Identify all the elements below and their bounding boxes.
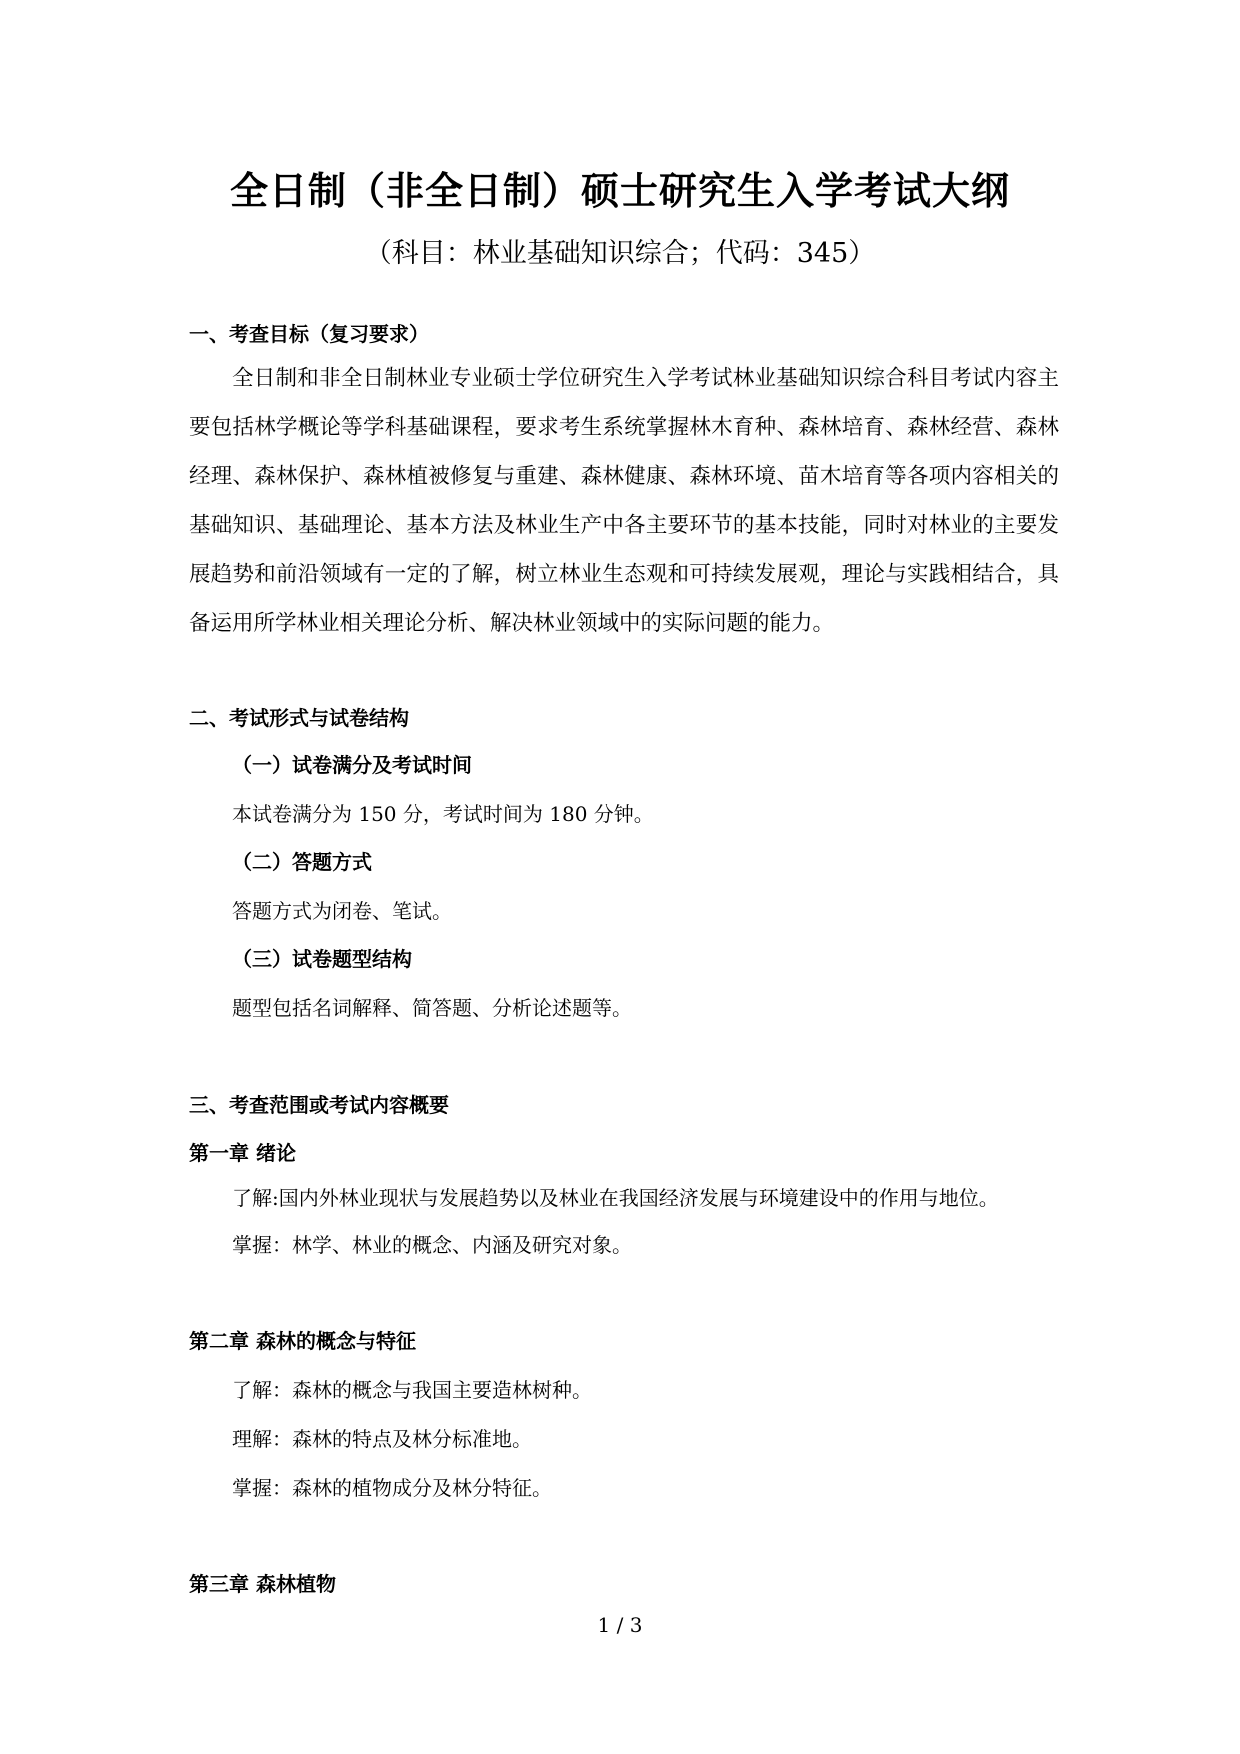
chapter3-heading: 第三章 森林植物 [189,1572,336,1596]
section2-sub1-text: 本试卷满分为 150 分，考试时间为 180 分钟。 [232,802,654,826]
page-title: 全日制（非全日制）硕士研究生入学考试大纲 [229,169,1010,213]
section2-heading: 二、考试形式与试卷结构 [189,706,409,730]
section2-sub1-heading: （一）试卷满分及考试时间 [232,753,472,777]
chapter1-item1: 了解:国内外林业现状与发展趋势以及林业在我国经济发展与环境建设中的作用与地位。 [232,1186,999,1210]
page-subtitle: （科目：林业基础知识综合；代码：345） [364,238,876,269]
section3-heading: 三、考查范围或考试内容概要 [189,1093,449,1117]
section2-sub3-text: 题型包括名词解释、简答题、分析论述题等。 [232,996,632,1020]
chapter2-item3: 掌握：森林的植物成分及林分特征。 [232,1476,552,1500]
section2-sub2-text: 答题方式为闭卷、笔试。 [232,899,452,923]
section2-sub2-heading: （二）答题方式 [232,850,372,874]
chapter1-item2: 掌握：林学、林业的概念、内涵及研究对象。 [232,1233,632,1257]
section1-heading: 一、考查目标（复习要求） [189,322,429,346]
section2-sub3-heading: （三）试卷题型结构 [232,947,412,971]
section1-paragraph: 全日制和非全日制林业专业硕士学位研究生入学考试林业基础知识综合科目考试内容主要包括林学概论等学科基础课程，要求考生系统掌握林木育种、森林培育、森林经营、森林经理、森林保护、森林植被修复与重建、森林健康、森林环境、苗木培育等各项内容相关的基础知识、基础理论、基本方法及林业生产中各主要环节的基本技能，同时对林业的主要发展趋势和前沿领域有一定的了解，树立林业生态观和可持续发展观，理论与实践相结合，具备运用所学林业相关理论分析、解决林业领域中的实际问题的能力。 [189,366,1059,636]
chapter2-item2: 理解：森林的特点及林分标准地。 [232,1427,532,1451]
page-number: 1 / 3 [597,1613,643,1637]
chapter2-heading: 第二章 森林的概念与特征 [189,1329,416,1353]
chapter2-item1: 了解：森林的概念与我国主要造林树种。 [232,1378,592,1402]
chapter1-heading: 第一章 绪论 [189,1141,296,1165]
